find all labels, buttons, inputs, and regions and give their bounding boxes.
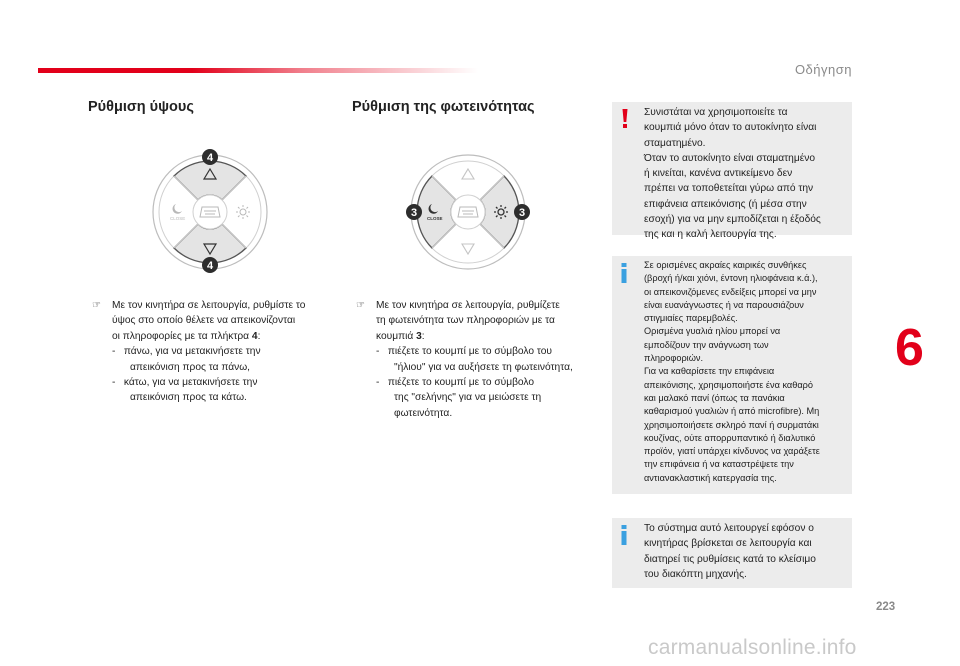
box-line: πρέπει να τοποθετείται γύρω από την — [644, 183, 814, 195]
box-line: Ορισμένα γυαλιά ηλίου μπορεί να — [644, 326, 781, 337]
box-line: απεικόνισης, χρησιμοποιήστε ένα καθαρό — [644, 379, 813, 390]
box-line: Το σύστημα αυτό λειτουργεί εφόσον ο — [644, 523, 814, 534]
height-instructions: ☞ Με τον κινητήρα σε λειτουργία, ρυθμίστε το ύψος στο οποίο θέλετε να απεικονίζονται οι πληροφορίες με τα πλήκτρα 4: - πάνω, για να μετακινήσετε την απεικόνιση προς τα πάνω, - κάτω, για να μετακινήσετε την απεικόνιση προς τα κάτω. — [92, 300, 306, 404]
info-icon — [618, 262, 630, 284]
box-line: επιφάνεια απεικόνισης (ή μέσα στην — [644, 198, 807, 210]
box-line: και μαλακό πανί (όπως τα πανάκια — [644, 392, 785, 403]
arrow-icon: ☞ — [92, 300, 102, 311]
section-label: Οδήγηση — [794, 62, 852, 77]
box-line: κουμπιά μόνο όταν το αυτοκίνητο είναι — [644, 122, 817, 134]
box-line: ή κινείται, κανένα αντικείμενο δεν — [644, 168, 793, 180]
chapter-number: 6 — [895, 319, 924, 377]
svg-text:3: 3 — [410, 207, 418, 219]
info-icon — [618, 524, 630, 546]
box-line: του διακόπτη μηχανής. — [644, 568, 747, 580]
height-control-diagram — [148, 148, 272, 274]
svg-text:4: 4 — [206, 152, 214, 164]
box-line: αντιανακλαστική κατεργασία της. — [644, 472, 777, 483]
top-accent-bar — [38, 68, 478, 73]
svg-text:3: 3 — [518, 207, 526, 219]
box-line: καθαρισμού γυαλιών ή από microfibre). Μη — [644, 406, 820, 417]
box-line: Σε ορισμένες ακραίες καιρικές συνθήκες — [644, 260, 807, 270]
box-line: (βροχή ή/και χιόνι, έντονη ηλιοφάνεια κ.ά.), — [644, 273, 818, 284]
box-line: εμποδίζουν την ανάγνωση των — [644, 339, 769, 350]
close-label: CLOSE — [427, 216, 443, 221]
box-line: χρησιμοποιήσετε σκληρό πανί ή συρματάκι — [644, 419, 819, 430]
arrow-icon: ☞ — [356, 300, 366, 311]
box-line: Όταν το αυτοκίνητο είναι σταματημένο — [644, 152, 816, 164]
info-box-system — [612, 518, 852, 588]
box-line: Συνιστάται να χρησιμοποιείτε τα — [644, 107, 788, 118]
warning-exclamation-icon — [618, 108, 632, 130]
brightness-control-diagram — [402, 148, 534, 274]
box-line: κινητήρας βρίσκεται σε λειτουργία και — [644, 538, 812, 550]
page-number: 223 — [876, 601, 896, 613]
box-line: σταματημένο. — [644, 137, 706, 149]
box-line: είναι ευανάγνωστες ή να παρουσιάζουν — [644, 299, 804, 310]
svg-text:4: 4 — [206, 260, 214, 272]
brightness-adjust-title: Ρύθμιση της φωτεινότητας — [352, 99, 535, 115]
brightness-instructions: ☞ Με τον κινητήρα σε λειτουργία, ρυθμίζετε τη φωτεινότητα των πληροφοριών με τα κουμπιά 3: - πιέζετε το κουμπί με το σύμβολο του "ήλιου" για να αυξήσετε τη φωτεινότητα, - πιέζετε το κουμπί με το σύμβολο της "σελήνης" για να μειώσετε τη φωτεινότητα. — [356, 300, 573, 419]
box-line: κουζίνας, ούτε απορρυπαντικό ή διαλυτικό — [644, 432, 816, 443]
box-line: προϊόν, γιατί υπάρχει κίνδυνος να χαράξετε — [644, 446, 820, 457]
info-box-weather — [612, 256, 852, 494]
height-adjust-title: Ρύθμιση ύψους — [88, 99, 194, 115]
watermark: carmanualsonline.info — [648, 636, 857, 659]
warning-box — [612, 102, 852, 241]
box-line: Για να καθαρίσετε την επιφάνεια — [644, 366, 775, 377]
box-line: πληροφοριών. — [644, 353, 704, 364]
box-line: εσοχή) για να μην εμποδίζεται η έξοδός — [644, 214, 821, 226]
box-line: την επιφάνεια ή να καταστρέψετε την — [644, 459, 794, 470]
box-line: της και η καλή λειτουργία της. — [644, 229, 777, 241]
box-line: διατηρεί τις ρυθμίσεις κατά το κλείσιμο — [644, 553, 816, 565]
close-label: CLOSE — [170, 216, 186, 221]
box-line: οι απεικονιζόμενες ενδείξεις μπορεί να μην — [644, 286, 817, 297]
box-line: στιγμιαίες παρεμβολές. — [644, 313, 738, 324]
